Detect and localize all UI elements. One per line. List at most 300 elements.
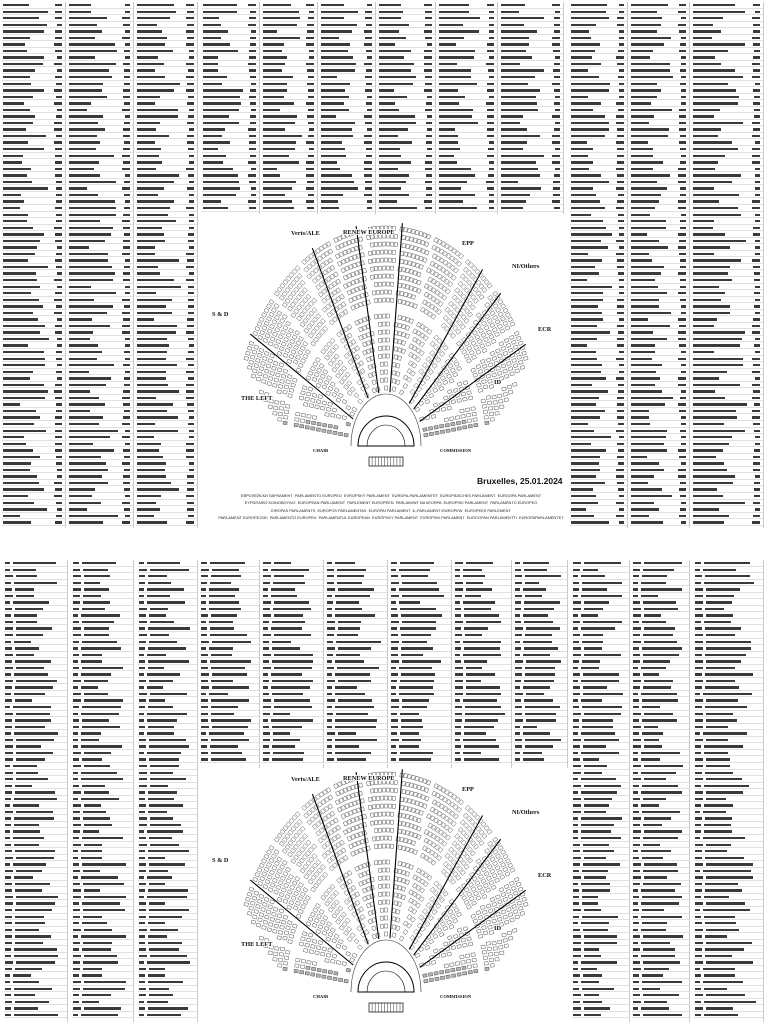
seat [355,279,359,284]
seat [329,293,334,298]
label-verts-ale: Verts/ALE [291,776,320,783]
seat [309,857,314,862]
seat [265,879,270,884]
seat [328,907,333,912]
seat [462,851,467,856]
seat [310,321,315,326]
seat [458,857,463,862]
seat [513,345,518,349]
seat [302,854,307,859]
seat [448,273,453,278]
reserved-seat [485,967,489,971]
seat [470,305,475,310]
seat [266,910,271,914]
seat [325,355,330,360]
seat [291,859,296,864]
seat [347,249,351,254]
seat [317,868,322,873]
seat [489,412,493,416]
seat [443,797,448,802]
seat [490,869,495,874]
seat [496,366,501,370]
seat [426,268,431,273]
seat [512,928,517,932]
seat [461,883,466,888]
seat [461,294,466,299]
seat [476,280,481,285]
parliament-name-line: ΕΥΡΩΠΑΪΚΟ ΚΟΙΝΟΒΟΥΛΙΟ EUROPEAN PARLIAMENT PARLEMENT EUROPÉEN PARLAIMINT NA hEORPA EUROPSKI PARLAMENT PARLAMENTO EUROPEO [214,499,568,506]
seat [333,317,338,322]
seat [344,385,349,390]
seat [300,826,305,831]
seat [362,301,366,306]
seat [347,273,352,278]
seat [413,825,417,830]
seat [332,845,337,850]
seat [277,368,282,372]
seat [299,312,304,317]
seat [470,819,475,824]
seat [443,806,448,811]
seat [382,876,385,880]
seat [499,341,504,346]
seat [249,887,254,891]
seat [384,804,387,808]
seat [416,877,421,882]
seat [364,838,368,843]
seat [305,802,310,807]
seat [428,916,433,921]
seat [466,358,471,363]
seat [366,862,370,867]
seat [279,909,284,913]
seat [467,270,472,275]
seat [366,341,370,346]
seat [337,332,342,337]
seat [284,385,289,389]
seat [349,777,353,782]
seat [252,915,257,919]
seat [421,249,425,254]
seat [306,294,311,299]
seat [303,948,308,952]
seat [430,896,435,901]
seat [331,903,336,908]
seat [292,378,297,382]
seat [494,907,499,911]
seat [503,854,508,859]
seat [306,376,311,381]
seat [335,363,340,368]
seat [492,395,497,399]
seat [475,815,480,820]
seat [400,251,404,255]
seat [380,772,383,776]
seat [359,269,363,274]
label-renew-europe: RENEW EUROPE [343,775,395,782]
seat [264,938,269,942]
seat [420,324,425,329]
seat [339,243,344,248]
seat [357,775,361,780]
seat [433,853,438,858]
seat [351,834,356,839]
seat [322,385,327,390]
seat [295,355,300,360]
reserved-seat [317,968,321,972]
seat [500,951,504,955]
seat [336,860,341,865]
seat [403,375,408,380]
seat [402,789,406,794]
seat [422,372,427,377]
seat [439,932,444,937]
seat [317,811,322,816]
seat [301,413,306,417]
reserved-seat [445,423,449,427]
seat [402,235,406,239]
seat [462,895,467,900]
seat [493,861,498,866]
seat [490,351,495,356]
seat [348,360,353,365]
seat [317,914,322,919]
seat [317,256,322,261]
seat [486,330,491,335]
seat [510,899,515,903]
reserved-seat [327,430,331,434]
seat [465,308,470,313]
seat [319,792,324,797]
seat [378,788,381,792]
seat [489,880,494,885]
seat [352,809,356,814]
seat [285,894,290,899]
seat [378,812,381,816]
seat [413,784,417,789]
seat [356,808,360,813]
seat [307,870,312,875]
seat [343,796,348,801]
seat [292,335,297,340]
seat [332,938,337,943]
seat [434,809,439,814]
seat [439,386,444,391]
seat [334,934,339,939]
seat [447,263,452,268]
seat [405,317,409,322]
seat [386,812,389,816]
seat [340,840,345,845]
seat [366,846,370,851]
seat [295,330,300,335]
seat [343,242,347,247]
seat [297,284,302,289]
seat [433,403,438,407]
seat [306,840,311,845]
seat [473,277,478,282]
seat [415,776,419,781]
seat [268,359,273,363]
seat [483,410,487,414]
seat [480,890,485,895]
seat [307,820,312,825]
seat [311,875,316,880]
seat [445,835,450,840]
seat [394,893,398,898]
seat [251,920,256,924]
seat [264,915,269,919]
seat [461,861,466,866]
seat [354,393,359,398]
seat [437,274,442,279]
seat [472,812,477,817]
seat [319,273,324,278]
label-renew-europe: RENEW EUROPE [343,229,395,236]
label-the-left: THE LEFT [241,395,273,402]
seat [341,780,345,785]
seat [512,904,517,908]
seat [455,298,460,303]
seat [330,265,335,270]
seat [471,887,476,892]
seat [419,777,423,782]
seat [294,823,299,828]
seat [293,298,298,303]
seat [506,889,511,893]
seat [430,261,435,266]
seat [303,834,308,839]
seat [419,256,423,261]
seat [366,903,370,908]
seat [330,820,335,825]
seat [384,916,387,920]
seat [424,838,429,843]
seat [436,903,441,908]
seat [275,327,280,332]
seat [480,359,485,364]
seat [449,394,454,398]
seat [443,942,448,946]
seat [315,903,320,908]
seat [438,371,443,376]
seat [424,855,429,860]
seat [319,876,324,881]
seat [273,957,277,961]
seat [259,936,264,940]
seat [366,781,370,785]
seat [496,912,501,916]
seat [355,817,359,822]
seat [376,796,380,800]
seat [356,262,360,267]
seat [312,393,317,397]
seat [394,885,398,890]
seat [308,847,313,852]
seat [257,868,262,873]
seat [420,870,425,875]
seat [249,906,254,910]
seat [482,834,487,839]
reserved-seat [468,970,472,974]
seat [473,919,478,923]
seat [326,822,331,827]
seat [326,304,331,309]
seat [302,386,307,390]
seat [505,326,510,331]
seat [264,321,269,326]
seat [439,351,444,356]
seat [322,298,327,303]
seat [355,833,359,838]
reserved-seat [328,970,332,974]
seat [416,331,421,336]
seat [325,286,330,291]
seat [300,868,305,873]
seat [292,815,297,820]
seat [337,261,342,266]
seat [290,339,295,344]
seat [262,356,267,360]
seat [398,829,402,833]
seat [482,926,487,930]
seat [388,258,391,262]
seat [486,342,491,347]
seat [454,908,459,913]
seat [277,390,282,394]
seat [339,925,344,930]
seat [322,931,327,936]
seat [388,804,391,808]
seat [484,915,489,919]
seat [378,314,382,318]
reserved-seat [305,972,309,976]
seat [505,859,510,864]
seat [366,324,370,329]
seat [417,247,421,252]
seat [262,925,267,929]
seat [307,274,312,279]
seat [452,850,457,855]
seat [318,925,323,930]
seat [250,901,255,905]
seat [351,247,355,252]
seat [372,388,377,393]
seat [465,386,470,390]
seat [401,341,405,346]
seat [270,883,275,888]
seat [438,293,443,298]
seat [310,398,315,402]
seat [341,366,346,371]
seat [347,836,352,841]
seat [355,238,359,243]
seat [497,394,502,398]
seat [378,274,381,278]
seat [323,825,328,830]
seat [481,333,486,338]
seat [347,381,352,386]
seat [437,855,442,860]
seat [345,804,350,809]
seat [451,314,456,319]
seat [305,943,310,947]
seat [273,361,278,365]
seat [274,861,279,866]
seat [347,937,352,942]
seat [485,860,490,865]
seat [481,399,486,403]
seat [464,354,469,359]
seat [435,408,440,412]
seat [310,867,315,872]
seat [299,858,304,863]
seat [475,378,480,382]
seat [496,308,501,313]
seat [478,369,483,373]
seat [457,382,462,386]
seat [347,879,352,884]
seat [386,892,389,896]
seat [479,284,484,289]
seat [501,910,506,914]
group-boundary-line [356,772,379,939]
seat [396,363,400,368]
seat [308,371,313,376]
seat [409,319,413,324]
seat [450,417,455,421]
reserved-seat [311,973,315,977]
seat [522,351,527,355]
seat [448,792,453,797]
seat [271,308,276,313]
seat [491,885,496,890]
seat [384,924,387,928]
seat [355,320,360,325]
seat [396,918,400,923]
seat [384,836,387,840]
seat [329,320,334,325]
seat [276,339,281,344]
seat [412,363,417,368]
seat [498,299,503,304]
seat [288,841,293,846]
seat [256,358,261,362]
seat [345,266,350,271]
seat [362,847,366,852]
seat [351,885,356,890]
seat [508,863,513,868]
seat [477,339,482,344]
seat [444,270,449,275]
seat [443,345,448,350]
seat [511,340,516,344]
seat [312,797,317,802]
seat [259,863,264,868]
seat [388,772,391,776]
seat [499,359,504,363]
seat [316,831,321,836]
seat [319,819,324,824]
seat [503,308,508,313]
seat [450,868,455,873]
seat [355,363,360,368]
seat [312,962,317,966]
seat [300,847,305,852]
reserved-seat [457,973,461,977]
seat [467,816,472,821]
seat [382,282,385,286]
